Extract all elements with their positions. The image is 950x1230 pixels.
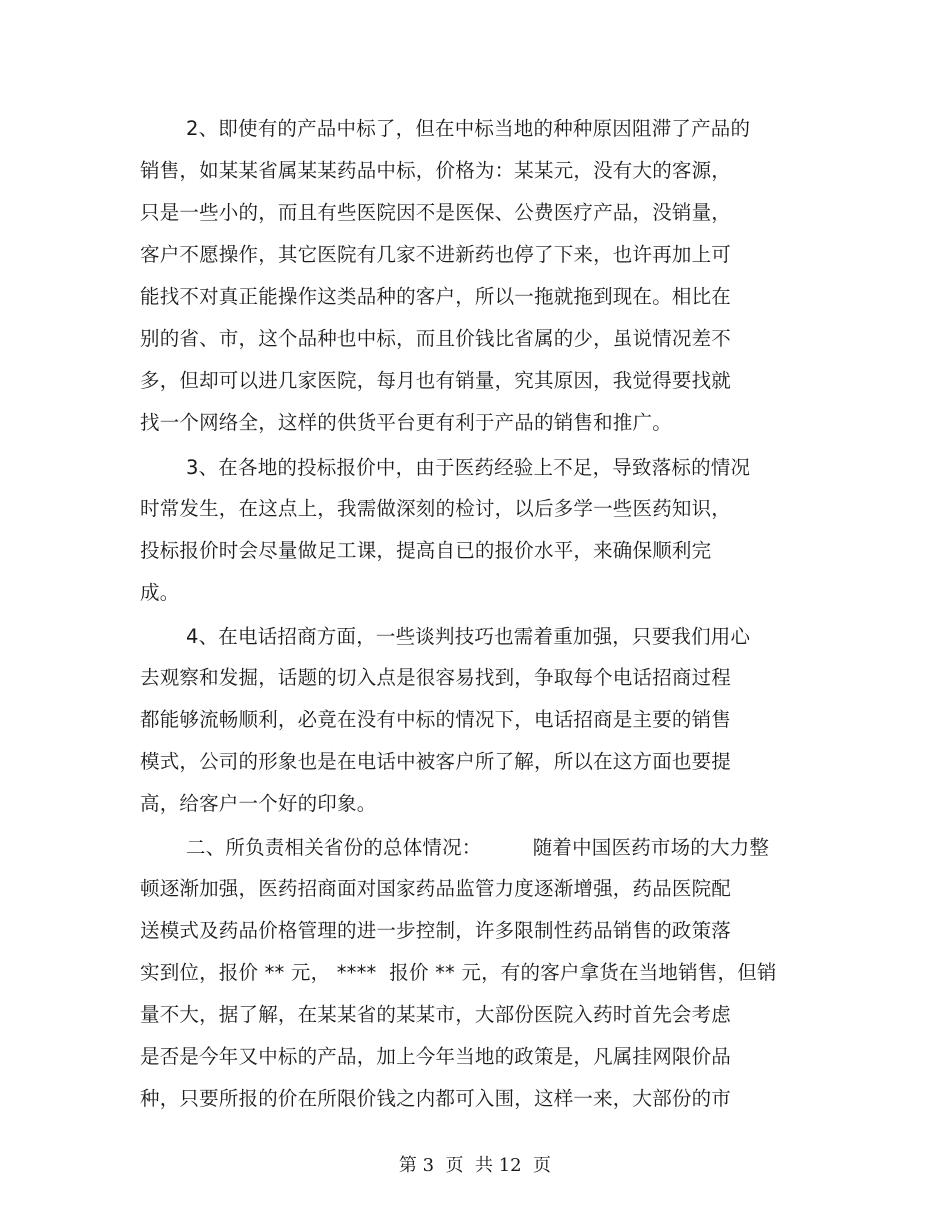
text-line: 客户不愿操作，其它医院有几家不进新药也停了下来，也许再加上可	[140, 243, 732, 266]
text-line: 去观察和发掘，话题的切入点是很容易找到，争取每个电话招商过程	[140, 666, 732, 689]
text-line: 是否是今年又中标的产品，加上今年当地的政策是，凡属挂网限价品	[140, 1045, 732, 1068]
text-line: 送模式及药品价格管理的进一步控制，许多限制性药品销售的政策落	[140, 919, 732, 942]
text-line: 多，但却可以进几家医院，每月也有销量，究其原因，我觉得要找就	[140, 369, 732, 392]
text-line: 找一个网络全，这样的供货平台更有利于产品的销售和推广。	[140, 411, 672, 434]
text-line: 顿逐渐加强，医药招商面对国家药品监管力度逐渐增强，药品医院配	[140, 877, 732, 900]
text-line: 3、在各地的投标报价中，由于医药经验上不足，导致落标的情况	[186, 456, 751, 479]
text-line: 2、即使有的产品中标了，但在中标当地的种种原因阻滞了产品的	[186, 117, 751, 140]
text-line: 量不大，据了解，在某某省的某某市，大部份医院入药时首先会考虑	[140, 1003, 732, 1026]
text-line: 只是一些小的，而且有些医院因不是医保、公费医疗产品，没销量，	[140, 201, 732, 224]
text-line: 投标报价时会尽量做足工课，提高自已的报价水平，来确保顺利完	[140, 539, 712, 562]
text-line: 实到位，报价 ** 元， **** 报价 ** 元，有的客户拿货在当地销售，但销	[140, 961, 777, 984]
text-line: 种，只要所报的价在所限价钱之内都可入围，这样一来，大部份的市	[140, 1087, 732, 1110]
text-line: 成。	[140, 581, 180, 604]
page-footer: 第 3 页 共 12 页	[398, 1155, 552, 1176]
text-line: 高，给客户一个好的印象。	[140, 792, 377, 815]
text-line: 能找不对真正能操作这类品种的客户，所以一拖就拖到现在。相比在	[140, 285, 732, 308]
section-heading-line: 二、所负责相关省份的总体情况： 随着中国医药市场的大力整	[186, 836, 770, 859]
text-line: 时常发生，在这点上，我需做深刻的检讨，以后多学一些医药知识，	[140, 497, 732, 520]
text-line: 销售，如某某省属某某药品中标，价格为：某某元，没有大的客源，	[140, 159, 732, 182]
text-line: 都能够流畅顺利，必竟在没有中标的情况下，电话招商是主要的销售	[140, 708, 732, 731]
text-line: 4、在电话招商方面，一些谈判技巧也需着重加强，只要我们用心	[186, 625, 751, 648]
text-line: 模式，公司的形象也是在电话中被客户所了解，所以在这方面也要提	[140, 750, 732, 773]
text-line: 别的省、市，这个品种也中标，而且价钱比省属的少，虽说情况差不	[140, 327, 732, 350]
